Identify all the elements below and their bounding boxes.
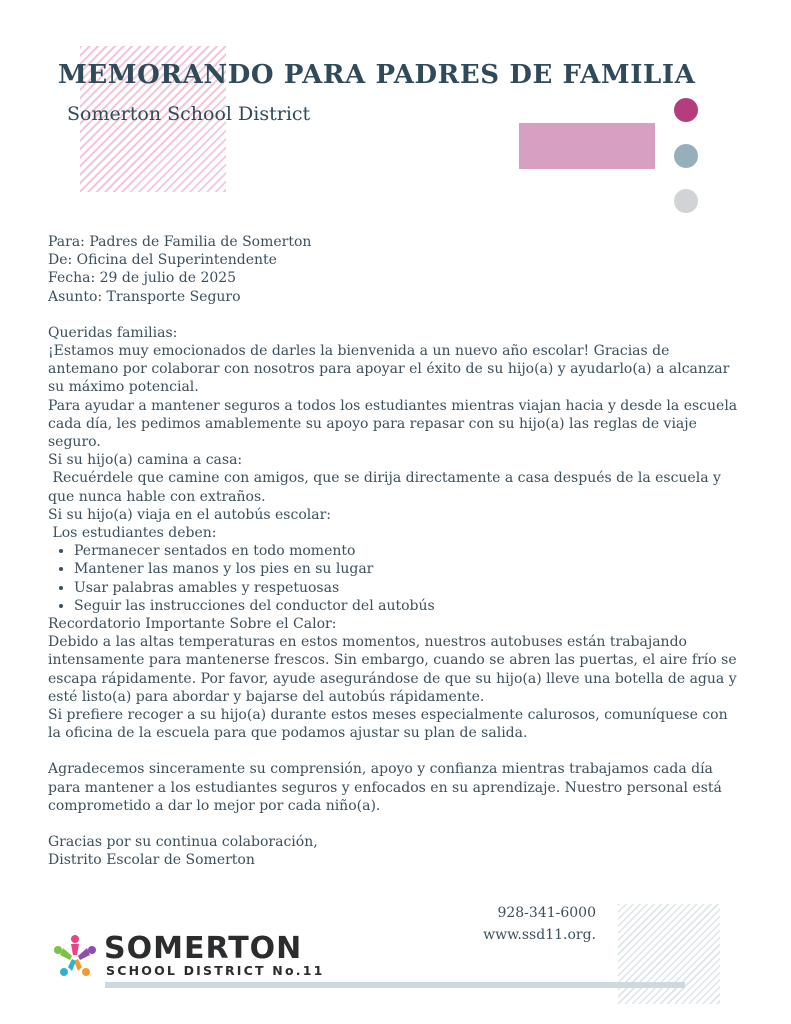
footer-bar (105, 982, 685, 988)
decor-dot-slate (674, 144, 698, 168)
phone-number: 928-341-6000 (497, 905, 596, 921)
contact-block (470, 902, 596, 946)
website-link[interactable]: www.ssd11.org. (483, 927, 596, 943)
decor-pink-rectangle (519, 123, 655, 169)
memo-body (48, 233, 738, 870)
district-subtitle: Somerton School District (67, 103, 311, 125)
signature: Distrito Escolar de Somerton (48, 852, 255, 869)
meta-fecha: Fecha: 29 de julio de 2025 (48, 270, 237, 287)
heat-heading: Recordatorio Importante Sobre el Calor: (48, 616, 337, 633)
logo-subtitle: SCHOOL DISTRICT No.11 (106, 963, 325, 978)
heat-paragraph: Debido a las altas temperaturas en estos momentos, nuestros autobuses están trabajando intensamente para mantenerse frescos. Sin embargo, cuando se abren las puertas, el aire frío se escapa rápidamente. Por favor, ayude asegurándose de que su hijo(a) lleve una botella de agua y esté listo(a) para abordar y bajarse del autobús rápidamente. (48, 634, 737, 705)
pickup-paragraph: Si prefiere recoger a su hijo(a) durante estos meses especialmente calurosos, comuníquese con la oficina de la escuela para que podamos ajustar su plan de salida. (48, 707, 728, 742)
meta-de: De: Oficina del Superintendente (48, 252, 277, 269)
welcome-paragraph: ¡Estamos muy emocionados de darles la bienvenida a un nuevo año escolar! Gracias de antemano por colaborar con nosotros para apoyar el éxito de su hijo(a) y ayudarlo(a) a alcanzar su máximo potencial. (48, 343, 730, 396)
walk-paragraph: Recuérdele que camine con amigos, que se dirija directamente a casa después de la escuela y que nunca hable con extraños. (48, 470, 726, 505)
decor-dot-gray (674, 189, 698, 213)
bus-rule-item: • Permanecer sentados en todo momento (74, 542, 738, 560)
meta-asunto: Asunto: Transporte Seguro (48, 288, 241, 305)
district-logo (52, 931, 325, 981)
memo-title: MEMORANDO PARA PADRES DE FAMILIA (58, 60, 696, 90)
bus-rule-item: • Seguir las instrucciones del conductor del autobús (74, 597, 738, 615)
bus-rules-list (48, 542, 738, 615)
greeting: Queridas familias: (48, 324, 178, 341)
bus-heading: Si su hijo(a) viaja en el autobús escolar: (48, 506, 331, 523)
decor-hatch-gray (618, 904, 720, 1004)
bus-rule-item: • Mantener las manos y los pies en su lugar (74, 560, 738, 578)
closing: Gracias por su continua colaboración, (48, 834, 318, 851)
walk-heading: Si su hijo(a) camina a casa: (48, 452, 243, 469)
thanks-paragraph: Agradecemos sinceramente su comprensión, apoyo y confianza mientras trabajamos cada día para mantener a los estudiantes seguros y enfocados en su aprendizaje. Nuestro personal está comprometido a dar lo mejor por cada niño(a). (48, 761, 722, 814)
district-logo-icon (52, 933, 98, 979)
decor-dot-magenta (674, 98, 698, 122)
meta-para: Para: Padres de Familia de Somerton (48, 234, 312, 250)
bus-rule-item: • Usar palabras amables y respetuosas (74, 579, 738, 597)
safety-intro-paragraph: Para ayudar a mantener seguros a todos los estudiantes mientras viajan hacia y desde la escuela cada día, les pedimos amablemente su apoyo para repasar con su hijo(a) las reglas de viaje seguro. (48, 397, 738, 451)
bus-intro: Los estudiantes deben: (48, 525, 217, 542)
logo-name: SOMERTON (104, 931, 303, 966)
